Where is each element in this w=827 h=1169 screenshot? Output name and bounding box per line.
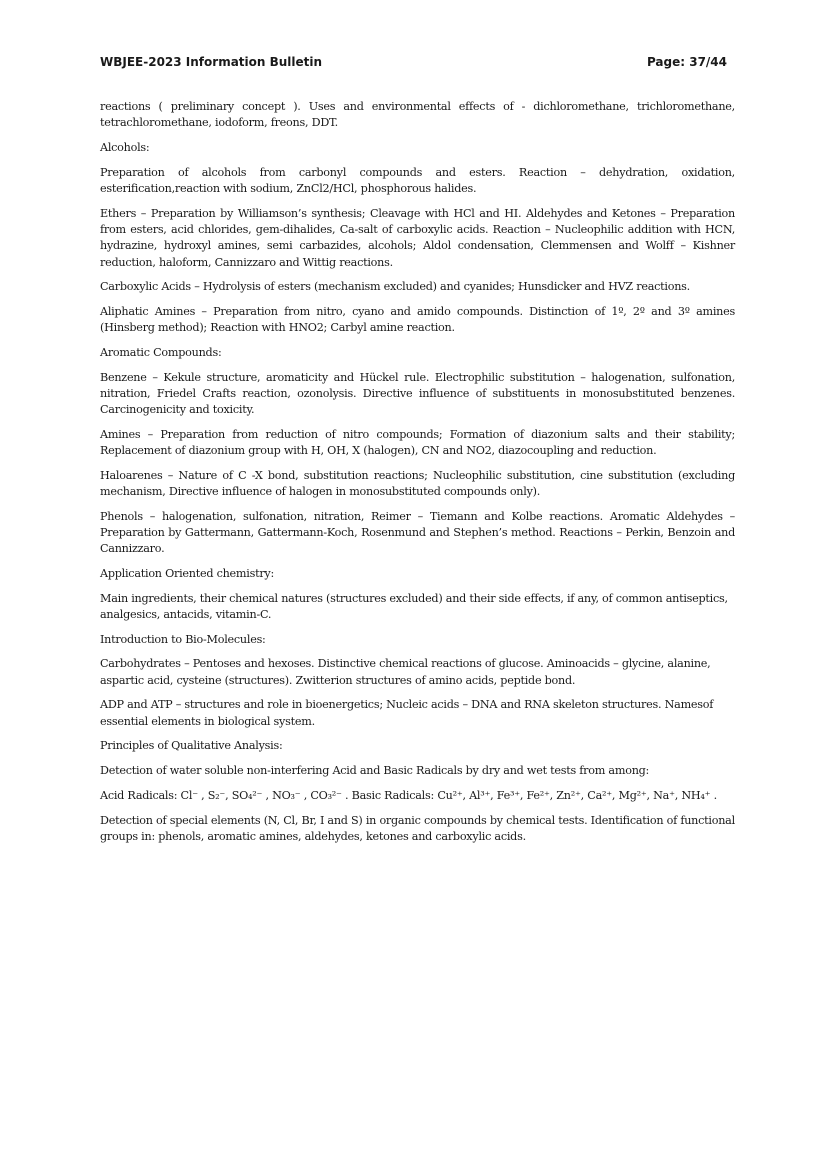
paragraph-special-elements: Detection of special elements (N, Cl, Br, I and S) in organic compounds by chemical tests. Identification of functional groups in: phenols, aromatic amines, aldehydes, ketones and carboxylic acids. [100, 813, 735, 843]
paragraph-acid-basic-radicals: Acid Radicals: Cl⁻ , S₂⁻, SO₄²⁻ , NO₃⁻ , CO₃²⁻ . Basic Radicals: Cu²⁺, Al³⁺, Fe³⁺, Fe²⁺, Zn²⁺, Ca²⁺, Mg²⁺, Na⁺, NH₄⁺ . [100, 788, 717, 802]
paragraph-amines: Amines – Preparation from reduction of nitro compounds; Formation of diazonium salts and their stability; Replacement of diazonium group with H, OH, X (halogen), CN and NO2, diazocoupling and reduction. [100, 427, 735, 458]
paragraph-haloalkane-uses: reactions ( preliminary concept ). Uses and environmental effects of - dichloromethane, trichloromethane, tetrachloromethane, iodoform, freons, DDT. [100, 100, 735, 130]
paragraph-adp-atp: ADP and ATP – structures and role in bioenergetics; Nucleic acids – DNA and RNA skeleton structures. Namesof essential elements in biological system. [100, 698, 714, 728]
page-number: Page: 37/44 [646, 55, 727, 69]
page-header [100, 55, 727, 73]
page-body [100, 99, 735, 854]
paragraph-phenols: Phenols – halogenation, sulfonation, nitration, Reimer – Tiemann and Kolbe reactions. Aromatic Aldehydes – Preparation by Gattermann, Gattermann-Koch, Rosenmund and Stephen’s method. Reactions – Perkin, Benzoin and Cannizzaro. [100, 509, 735, 556]
paragraph-alcohols: Preparation of alcohols from carbonyl compounds and esters. Reaction – dehydration, oxidation, esterification,reaction with sodium, ZnCl2/HCl, phosphorous halides. [100, 165, 735, 195]
document-title: WBJEE-2023 Information Bulletin [100, 55, 323, 69]
paragraph-aliphatic-amines: Aliphatic Amines – Preparation from nitro, cyano and amido compounds. Distinction of 1º, 2º and 3º amines (Hinsberg method); Reaction with HNO2; Carbyl amine reaction. [100, 304, 735, 335]
heading-aromatic-compounds: Aromatic Compounds: [100, 345, 222, 359]
heading-qualitative-analysis: Principles of Qualitative Analysis: [100, 739, 283, 753]
paragraph-main-ingredients: Main ingredients, their chemical natures (structures excluded) and their side effects, if any, of common antiseptics, analgesics, antacids, vitamin-C. [100, 591, 728, 622]
heading-alcohols: Alcohols: [100, 140, 150, 154]
heading-application-chemistry: Application Oriented chemistry: [100, 567, 275, 581]
paragraph-carboxylic-acids: Carboxylic Acids – Hydrolysis of esters (mechanism excluded) and cyanides; Hunsdicker and HVZ reactions. [100, 280, 690, 294]
paragraph-detection-radicals: Detection of water soluble non-interfering Acid and Basic Radicals by dry and wet tests from among: [100, 764, 650, 778]
paragraph-ethers-aldehydes-ketones: Ethers – Preparation by Williamson’s synthesis; Cleavage with HCl and HI. Aldehydes and Ketones – Preparation from esters, acid chlorides, gem-dihalides, Ca-salt of carboxylic acids. Reaction – Nucleophilic addition with HCN, hydrazine, hydroxyl amines, semi carbazides, alcohols; Aldol condensation, Clemmensen and Wolff – Kishner reduction, haloform, Cannizzaro and Wittig reactions. [100, 206, 735, 269]
paragraph-carbohydrates: Carbohydrates – Pentoses and hexoses. Distinctive chemical reactions of glucose. Aminoacids – glycine, alanine, aspartic acid, cysteine (structures). Zwitterion structures of amino acids, peptide bond. [100, 657, 711, 687]
paragraph-benzene: Benzene – Kekule structure, aromaticity and Hückel rule. Electrophilic substitution – halogenation, sulfonation, nitration, Friedel Crafts reaction, ozonolysis. Directive influence of substituents in monosubstituted benzenes. Carcinogenicity and toxicity. [100, 370, 735, 417]
heading-bio-molecules: Introduction to Bio-Molecules: [100, 632, 266, 646]
paragraph-haloarenes: Haloarenes – Nature of C -X bond, substitution reactions; Nucleophilic substitution, cine substitution (excluding mechanism, Directive influence of halogen in monosubstituted compounds only). [100, 468, 735, 499]
